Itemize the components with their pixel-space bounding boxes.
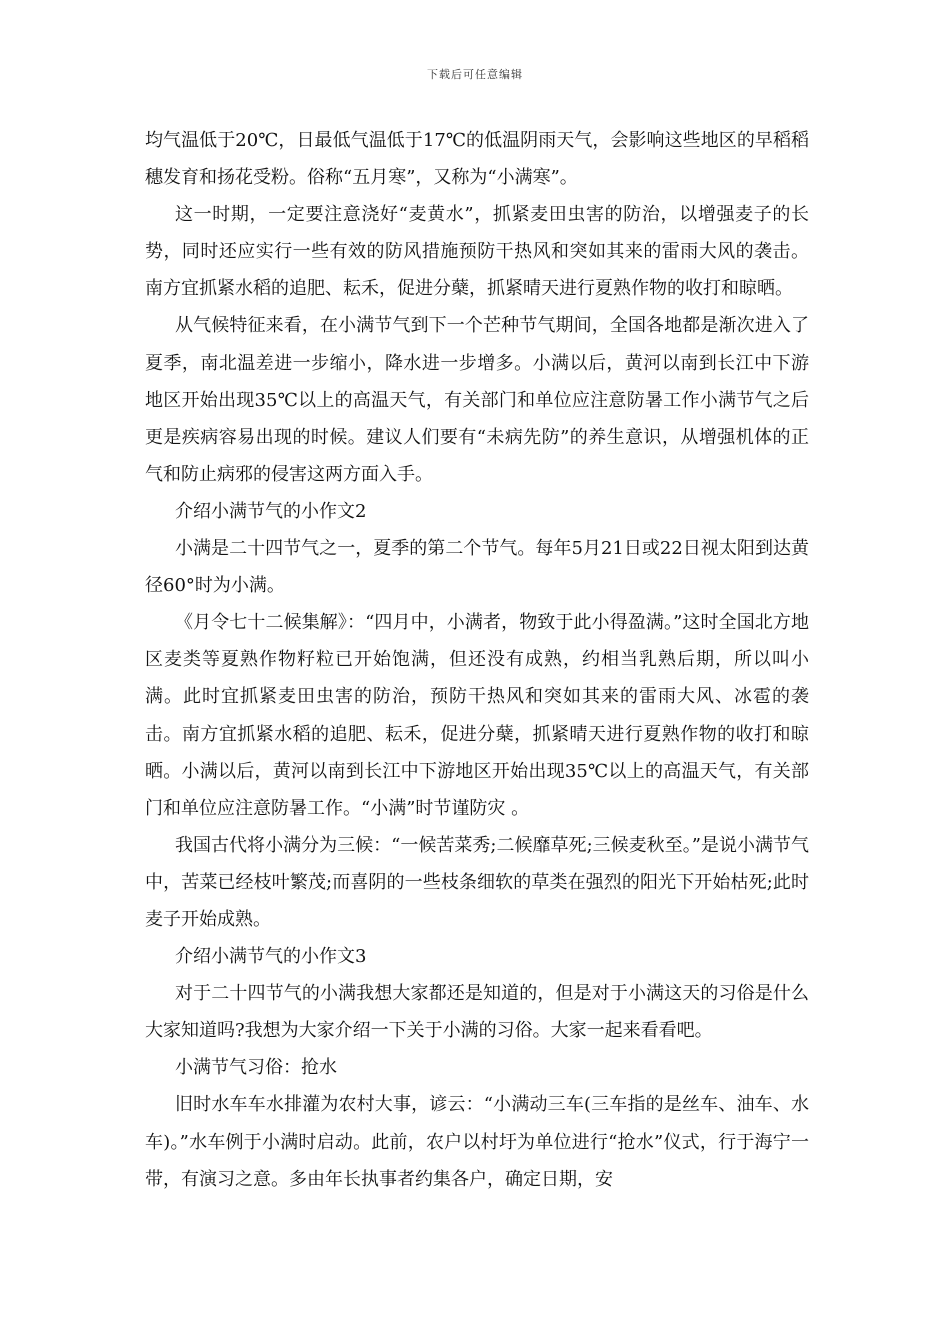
paragraph-three-phases: 我国古代将小满分为三候：“一候苦菜秀;二候靡草死;三候麦秋至。”是说小满节气中，苦菜已经枝叶繁茂;而喜阴的一些枝条细软的草类在强烈的阳光下开始枯死;此时麦子开始成熟。 xyxy=(145,834,810,930)
section-heading-3: 介绍小满节气的小作文3 xyxy=(175,946,367,968)
paragraph-customs-intro: 对于二十四节气的小满我想大家都还是知道的，但是对于小满这天的习俗是什么大家知道吗?我想为大家介绍一下关于小满的习俗。大家一起来看看吧。 xyxy=(145,983,809,1042)
section-heading-2: 介绍小满节气的小作文2 xyxy=(175,500,367,522)
paragraph-definition: 小满是二十四节气之一，夏季的第二个节气。每年5月21日或22日视太阳到达黄径60°时为小满。 xyxy=(145,538,809,597)
document-body xyxy=(145,122,809,1198)
subheading-water-custom: 小满节气习俗：抢水 xyxy=(175,1057,337,1079)
paragraph-water-wheel: 旧时水车车水排灌为农村大事，谚云：“小满动三车(三车指的是丝车、油车、水车)。”水车例于小满时启动。此前，农户以村圩为单位进行“抢水”仪式，行于海宁一带，有演习之意。多由年长执事者约集各户，确定日期，安 xyxy=(145,1094,809,1190)
paragraph-low-temperature: 均气温低于20℃，日最低气温低于17℃的低温阴雨天气，会影响这些地区的早稻稻穗发育和扬花受粉。俗称“五月寒”，又称为“小满寒”。 xyxy=(145,130,809,189)
paragraph-yueling: 《月令七十二候集解》：“四月中，小满者，物致于此小得盈满。”这时全国北方地区麦类等夏熟作物籽粒已开始饱满，但还没有成熟，约相当乳熟后期，所以叫小满。此时宜抓紧麦田虫害的防治，预防干热风和突如其来的雷雨大风、冰雹的袭击。南方宜抓紧水稻的追肥、耘禾，促进分蘖，抓紧晴天进行夏熟作物的收打和晾晒。小满以后，黄河以南到长江中下游地区开始出现35℃以上的高温天气，有关部门和单位应注意防暑工作。“小满”时节谨防灾 。 xyxy=(145,612,809,819)
paragraph-wheat-care: 这一时期，一定要注意浇好“麦黄水”，抓紧麦田虫害的防治，以增强麦子的长势，同时还应实行一些有效的防风措施预防干热风和突如其来的雷雨大风的袭击。南方宜抓紧水稻的追肥、耘禾，促进分蘖，抓紧晴天进行夏熟作物的收打和晾晒。 xyxy=(145,204,809,300)
page-header-note: 下载后可任意编辑 xyxy=(427,68,523,81)
paragraph-climate: 从气候特征来看，在小满节气到下一个芒种节气期间，全国各地都是渐次进入了夏季，南北温差进一步缩小，降水进一步增多。小满以后，黄河以南到长江中下游地区开始出现35℃以上的高温天气，有关部门和单位应注意防暑工作小满节气之后更是疾病容易出现的时候。建议人们要有“未病先防”的养生意识，从增强机体的正气和防止病邪的侵害这两方面入手。 xyxy=(145,315,809,485)
